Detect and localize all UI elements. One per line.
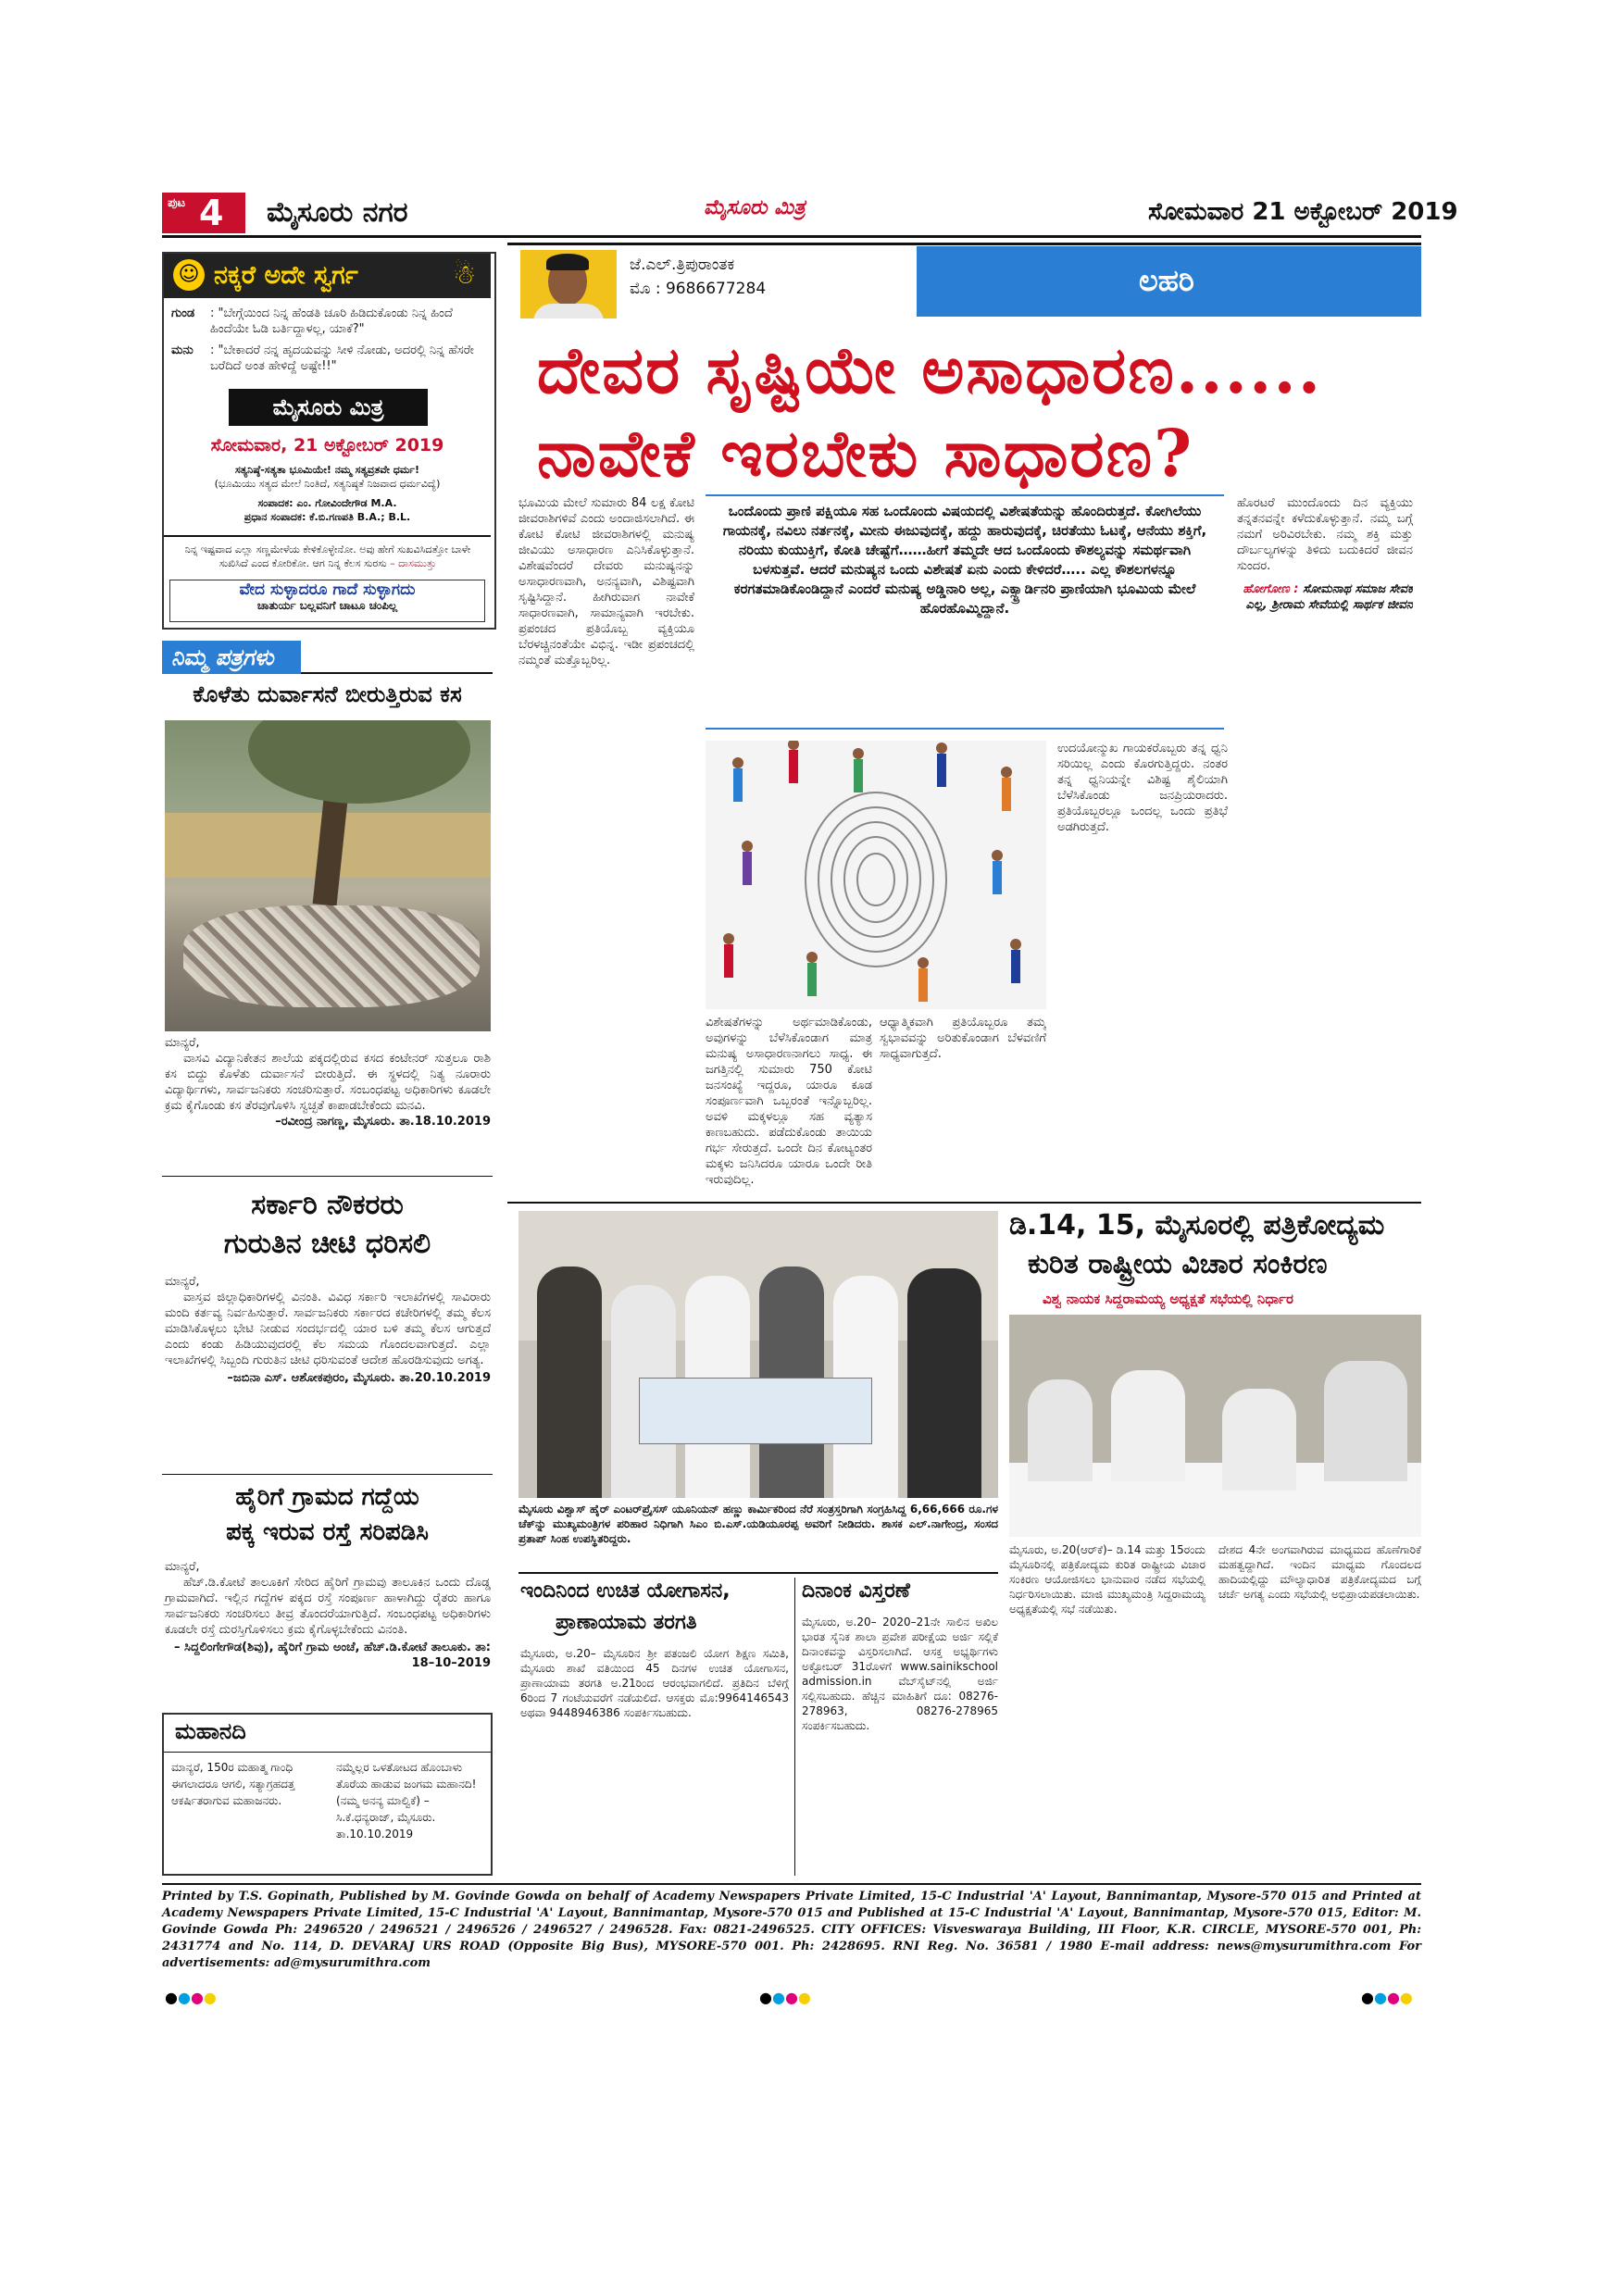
deadline-divider [794,1578,795,1876]
seminar-body-b: ದೇಶದ 4ನೇ ಅಂಗವಾಗಿರುವ ಮಾಧ್ಯಮದ ಹೊಣೆಗಾರಿಕೆ ಮಹತ್ವದ್ದಾಗಿದೆ. ಇಂದಿನ ಮಾಧ್ಯಮ ಗೊಂದಲದ ಹಾದಿಯಲ್ಲಿದ್ದು ಮೌಲ್ಯಾಧಾರಿತ ಪತ್ರಿಕೋದ್ಯಮದ ಬಗ್ಗೆ ಚರ್ಚೆ ಅಗತ್ಯ ಎಂದು ಸಭೆಯಲ್ಲಿ ಅಭಿಪ್ರಾಯಪಡಲಾಯಿತು. [1218,1543,1421,1601]
letters-banner-rule [301,672,493,674]
letter-3-title-1: ಹೈರಿಗೆ ಗ್ರಾಮದ ಗದ್ದೆಯ [235,1483,419,1511]
mahanadi-rule [164,1752,491,1753]
yoga-headline-1: ಇಂದಿನಿಂದ ಉಚಿತ ಯೋಗಾಸನ, [520,1579,731,1603]
fingerprint-svg [706,741,1046,1009]
deadline-body: ಮೈಸೂರು, ಅ.20– 2020–21ನೇ ಸಾಲಿನ ಅಖಿಲ ಭಾರತ ಸೈನಿಕ ಶಾಲಾ ಪ್ರವೇಶ ಪರೀಕ್ಷೆಯ ಅರ್ಜಿ ಸಲ್ಲಿಕೆ ದಿನಾಂಕವನ್ನು ವಿಸ್ತರಿಸಲಾಗಿದೆ. ಆಸಕ್ತ ಅಭ್ಯರ್ಥಿಗಳು ಅಕ್ಟೋಬರ್ 31ರೊಳಗೆ www.sainikschool admission.in ವೆಬ್‌ಸೈಟ್‌ನಲ್ಲಿ ಅರ್ಜಿ ಸಲ್ಲಿಸಬಹುದು. ಹೆಚ್ಚಿನ ಮಾಹಿತಿಗೆ ದೂ: 08276-278963, 08276-278965 ಸಂಪರ್ಕಿಸಬಹುದು. [802,1616,998,1732]
registration-dots-center: ●●●● [759,1989,811,2006]
letter-divider-1 [162,1176,493,1177]
attendee-2 [1111,1370,1185,1481]
person-1 [537,1267,602,1498]
yoga-headline-2: ಪ್ರಾಣಾಯಾಮ ತರಗತಿ [556,1611,697,1634]
fingerprint-illustration [706,741,1046,1009]
body-col-c [1237,495,1413,1190]
attendee-4 [1324,1361,1407,1481]
seminar-photo [1009,1315,1421,1537]
intro-column [518,495,694,1190]
quote-body: ನಿನ್ನ ಇಷ್ಟವಾದ ಎಲ್ಲಾ ಸಣ್ಣಮೇಳೆಯ ಕೇಳಿಕೊಳ್ಳೇನೋ. ಅವು ಹೇಗೆ ಸುಖವಿಸಿದತ್ತೋ ಬಾಳೇ ಸುಖಿಸಿದೆ ಎಂದ ಕೋರಿಕೋ. ಆಗ ನಿನ್ನ ಕೆಲಸ ಸುರಸು [184,543,471,569]
masthead-small: ಮೈಸೂರು ಮಿತ್ರ [704,196,806,219]
letter-2-greeting: ಮಾನ್ಯರೆ, [165,1275,200,1289]
mahanadi-right: ನಮ್ಮೆಲ್ಲರ ಒಳತೋಟದ ಹೊಂಬಾಳು ತೊರೆಯ ಹಾಡುವ ಜಂಗಮ ಮಹಾನದಿ! (ನಮ್ಮ ಅನನ್ಯ ಮಾಲ್ವಿಕೆ) –ಸಿ.ಕೆ.ಧನ್ಯರಾಜ್, ಮೈಸೂರು. ತಾ.10.10.2019 [336,1761,477,1841]
masthead-date: ಸೋಮವಾರ, 21 ಅಕ್ಟೋಬರ್ 2019 [210,435,444,455]
image-below-text-b [880,1015,1046,1191]
headline-line-1: ದೇವರ ಸೃಷ್ಟಿಯೇ ಅಸಾಧಾರಣ...... [537,331,1323,408]
mahanadi-left: ಮಾನ್ಯರೆ, 150ರ ಮಹಾತ್ಮ ಗಾಂಧಿ ಈಗಲಾದರೂ ಆಗಲಿ, ಸತ್ಯಾಗ್ರಹದತ್ತ ಆಕರ್ಷಿತರಾಗುವ ಮಹಾಜನರು. [171,1761,295,1807]
cheque-photo [518,1211,998,1498]
letter-2-title-1: ಸರ್ಕಾರಿ ನೌಕರರು [251,1189,404,1221]
masthead-editor: ಸಂಪಾದಕ: ಎಂ. ಗೋವಿಂದೇಗೌಡ M.A. [257,497,397,509]
author-hair [546,254,589,270]
column-tag-box [917,246,1421,317]
letter-3-title-2: ಪಕ್ಕ ಇರುವ ರಸ್ತೆ ಸರಿಪಡಿಸಿ [226,1518,429,1546]
letter-1-signature: –ರವೀಂದ್ರ ನಾಗಣ್ಣ, ಮೈಸೂರು. ತಾ.18.10.2019 [275,1115,491,1129]
header-date: ಸೋಮವಾರ 21 ಅಕ್ಟೋಬರ್ 2019 [1148,198,1458,226]
author-photo [520,250,617,318]
mahanadi-box [162,1713,493,1876]
signoff [1237,581,1413,613]
body-b-text: ಉದಯೋನ್ಮುಖ ಗಾಯಕರೊಬ್ಬರು ತನ್ನ ಧ್ವನಿ ಸರಿಯಿಲ್ಲ ಎಂದು ಕೊರಗುತ್ತಿದ್ದರು. ನಂತರ ತನ್ನ ಧ್ವನಿಯನ್ನೇ ವಿಶಿಷ್ಟ ಶೈಲಿಯಾಗಿ ಬೆಳೆಸಿಕೊಂಡು ಜನಪ್ರಿಯರಾದರು. ಪ್ರತಿಯೊಬ್ಬರಲ್ಲೂ ಒಂದಲ್ಲ ಒಂದು ಪ್ರತಿಭೆ ಅಡಗಿರುತ್ತದೆ. [1057,742,1228,834]
letter-1-text: ವಾಸವಿ ವಿದ್ಯಾನಿಕೇತನ ಶಾಲೆಯ ಪಕ್ಕದಲ್ಲಿರುವ ಕಸದ ಕಂಟೇನರ್ ಸುತ್ತಲೂ ರಾಶಿ ಕಸ ಬಿದ್ದು ಕೊಳೆತು ದುರ್ವಾಸನೆ ಬೀರುತ್ತಿದೆ. ಈ ಸ್ಥಳದಲ್ಲಿ ನಿತ್ಯ ನೂರಾರು ವಿದ್ಯಾರ್ಥಿಗಳು, ಸಾರ್ವಜನಿಕರು ಸಂಚರಿಸುತ್ತಾರೆ. ಸಂಬಂಧಪಟ್ಟ ಅಧಿಕಾರಿಗಳು ಕೂಡಲೇ ಕ್ರಮ ಕೈಗೊಂಡು ಕಸ ತೆರವುಗೊಳಿಸಿ ಸ್ವಚ್ಛತೆ ಕಾಪಾಡಬೇಕೆಂದು ಮನವಿ. [165,1052,491,1113]
laughing-face-icon: ☺ [173,259,205,291]
people-figures [723,741,1021,1002]
letters-banner [162,641,301,674]
yoga-body: ಮೈಸೂರು, ಅ.20– ಮೈಸೂರಿನ ಶ್ರೀ ಪತಂಜಲಿ ಯೋಗ ಶಿಕ್ಷಣ ಸಮಿತಿ, ಮೈಸೂರು ಶಾಖೆ ವತಿಯಿಂದ 45 ದಿನಗಳ ಉಚಿತ ಯೋಗಾಸನ, ಪ್ರಾಣಾಯಾಮ ತರಗತಿ ಅ.21ರಿಂದ ಆರಂಭವಾಗಲಿದೆ. ಪ್ರತಿದಿನ ಬೆಳಿಗ್ಗೆ 6ರಿಂದ 7 ಗಂಟೆಯವರೆಗೆ ನಡೆಯಲಿದೆ. ಆಸಕ್ತರು ಮೊ:9964146543 ಅಥವಾ 9448946386 ಸಂಪರ್ಕಿಸಬಹುದು. [520,1647,789,1719]
page-number-box [162,193,245,233]
attendee-1 [1028,1379,1093,1481]
joke-title: ನಕ್ಕರೆ ಅದೇ ಸ್ವರ್ಗ [214,261,358,290]
quote-author: – ದಾಸಮುತ್ತು [390,557,437,569]
seminar-body-a: ಮೈಸೂರು, ಅ.20(ಆರ್‌ಕೆ)– ಡಿ.14 ಮತ್ತು 15ರಂದು ಮೈಸೂರಿನಲ್ಲಿ ಪತ್ರಿಕೋದ್ಯಮ ಕುರಿತ ರಾಷ್ಟ್ರೀಯ ವಿಚಾರ ಸಂಕಿರಣ ಆಯೋಜಿಸಲು ಭಾನುವಾರ ನಡೆದ ಸಭೆಯಲ್ಲಿ ನಿರ್ಧರಿಸಲಾಯಿತು. ಮಾಜಿ ಮುಖ್ಯಮಂತ್ರಿ ಸಿದ್ದರಾಮಯ್ಯ ಅಧ್ಯಕ್ಷತೆಯಲ್ಲಿ ಸಭೆ ನಡೆಯಿತು. [1009,1543,1206,1616]
registration-dots-right: ●●●● [1361,1989,1413,2006]
letter-2-body [165,1274,491,1386]
masthead-logo: ಮೈಸೂರು ಮಿತ್ರ [272,394,384,420]
section-title: ಮೈಸೂರು ನಗರ [267,196,408,229]
body-a-text: ವಿಶೇಷತೆಗಳನ್ನು ಅರ್ಥಮಾಡಿಕೊಂಡು, ಅವುಗಳನ್ನು ಬೆಳೆಸಿಕೊಂಡಾಗ ಮಾತ್ರ ಮನುಷ್ಯ ಅಸಾಧಾರಣನಾಗಲು ಸಾಧ್ಯ. ಈ ಜಗತ್ತಿನಲ್ಲಿ ಸುಮಾರು 750 ಕೋಟಿ ಜನಸಂಖ್ಯೆ ಇದ್ದರೂ, ಯಾರೂ ಕೂಡ ಸಂಪೂರ್ಣವಾಗಿ ಒಬ್ಬರಂತೆ ಇನ್ನೊಬ್ಬರಿಲ್ಲ. ಅವಳಿ ಮಕ್ಕಳಲ್ಲೂ ಸಹ ವ್ಯತ್ಯಾಸ ಕಾಣಬಹುದು. [706,1016,872,1140]
photo-caption: ಮೈಸೂರು ವಿಶ್ವಾಸ್ ಹೈರ್ ಎಂಟರ್‌ಪ್ರೈಸಸ್ ಯೂನಿಯನ್ ಹಣ್ಣು ಕಾರ್ಮಿಕರಿಂದ ನೆರೆ ಸಂತ್ರಸ್ತರಿಗಾಗಿ ಸಂಗ್ರಹಿಸಿದ್ದ 6,66,666 ರೂ.ಗಳ ಚೆಕ್‌ನ್ನು ಮುಖ್ಯಮಂತ್ರಿಗಳ ಪರಿಹಾರ ನಿಧಿಗಾಗಿ ಸಿಎಂ ಬಿ.ಎಸ್.ಯಡಿಯೂರಪ್ಪ ಅವರಿಗೆ ನೀಡಿದರು. ಶಾಸಕ ಎಲ್.ನಾಗೇಂದ್ರ, ಸಂಸದ ಪ್ರತಾಪ್ ಸಿಂಹ ಉಪಸ್ಥಿತರಿದ್ದರು. [518,1503,998,1545]
author-name: ಜೆ.ಎಲ್.ತ್ರಿಪುರಾಂತಕ [630,256,735,274]
column-tag: ಲಹರಿ [1139,263,1194,298]
joke-line-1: : "ಬೇಗ್ಗೆಯಿಂದ ನಿನ್ನ ಹೆಂಡತಿ ಚೂರಿ ಹಿಡಿದುಕೊಂಡು ನಿನ್ನ ಹಿಂದೆ ಹಿಂದೆಯೇ ಓಡಿ ಬರ್ತಿದ್ದಾಳಲ್ಲ, ಯಾಕೆ?" [210,306,453,336]
imprint-text: Printed by T.S. Gopinath, Published by M. Govinde Gowda on behalf of Academy Newspapers Private Limited, 15-C Industrial 'A' Layout, Bannimantap, Mysore-570 015 and Printed at Academy Newspapers Private Limited, 15-C Industrial 'A' Layout, Bannimantap, Mysore-570 015 and Published at 15-C Industrial 'A' Layout, Bannimantap, Mysore-570 015, Editor: M. Govinde Gowda Ph: 2496520 / 2496521 / 2496526 / 2496527 / 2496528. Fax: 0821-2496525. CITY OFFICES: Visveswaraya Building, III Floor, K.R. CIRCLE, MYSORE-570 001, Ph: 2431774 and No. 114, D. DEVARAJ URS ROAD (Opposite Big Bus), MYSORE-570 001. Ph: 2428695. RNI Reg. No. 36581 / 1980 E-mail address: news@mysurumithra.com For advertisements: ad@mysurumithra.com [162,1890,1421,1970]
quote-text [171,543,484,570]
letter-1-title: ಕೊಳೆತು ದುರ್ವಾಸನೆ ಬೀರುತ್ತಿರುವ ಕಸ [193,681,462,707]
yoga-top-rule [518,1572,998,1574]
page-label: ಪುಟ [168,196,186,210]
signoff-text: ಸೋಮನಾಥ ಸಮಾಜ ಸೇವಕ ಎಲ್ಲ, ಶ್ರೀರಾಮ ಸೇವೆಯಲ್ಲಿ ಸಾರ್ಥಕ ಜೀವನ [1245,582,1413,612]
letter-2-text: ವಾಸ್ತವ ಜಿಲ್ಲಾಧಿಕಾರಿಗಳಲ್ಲಿ ವಿನಂತಿ. ವಿವಿಧ ಸರ್ಕಾರಿ ಇಲಾಖೆಗಳಲ್ಲಿ ಸಾವಿರಾರು ಮಂದಿ ಕರ್ತವ್ಯ ನಿರ್ವಹಿಸುತ್ತಾರೆ. ಸಾರ್ವಜನಿಕರು ಸರ್ಕಾರದ ಕಚೇರಿಗಳಲ್ಲಿ ತಮ್ಮ ಕೆಲಸ ಮಾಡಿಸಿಕೊಳ್ಳಲು ಭೇಟಿ ನೀಡುವ ಸಂದರ್ಭದಲ್ಲಿ ಯಾರ ಬಳಿ ತಮ್ಮ ಕೆಲಸ ಆಗುತ್ತದೆ ಎಂದು ಕಂಡು ಹಿಡಿಯುವುದರಲ್ಲಿ ಕೆಲ ಸಮಯ ಗೊಂದಲವಾಗುತ್ತದೆ. ಎಲ್ಲಾ ಇಲಾಖೆಗಳಲ್ಲಿ ಸಿಬ್ಬಂದಿ ಗುರುತಿನ ಚೀಟಿ ಧರಿಸುವಂತೆ ಆದೇಶ ಹೊರಡಿಸುವುದು ಅಗತ್ಯ. [165,1291,491,1367]
letter-divider-2 [162,1474,493,1475]
person-6 [907,1268,981,1498]
cheque [639,1378,872,1444]
joke-speaker-2: ಮನು [171,343,194,357]
registration-dots-left: ●●●● [165,1989,217,2006]
letter-1-greeting: ಮಾನ್ಯರೆ, [165,1036,200,1050]
attendee-3 [1222,1389,1296,1491]
masthead-divider [164,535,491,537]
column-bottom-rule [507,1202,1421,1204]
letter-2-signature: –ಜಬಿನಾ ಎಸ್. ಆಶೋಕಪುರಂ, ಮೈಸೂರು. ತಾ.20.10.2019 [227,1371,491,1385]
seminar-headline-2: ಕುರಿತ ರಾಷ್ಟ್ರೀಯ ವಿಚಾರ ಸಂಕಿರಣ [1028,1248,1328,1280]
garbage-photo [165,720,491,1031]
body-col-b [1057,741,1228,1190]
letter-2-title-2: ಗುರುತಿನ ಚೀಟಿ ಧರಿಸಲಿ [223,1228,431,1260]
letter-3-body [165,1559,491,1671]
imprint-rule [162,1883,1421,1885]
letter-3-greeting: ಮಾನ್ಯರೆ, [165,1560,200,1574]
mahanadi-title: ಮಹಾನದಿ [175,1718,246,1744]
masthead-motto-2: (ಭೂಮಿಯು ಸತ್ಯದ ಮೇಲೆ ನಿಂತಿದೆ, ಸತ್ಯನಿಷ್ಠತೆ ನಿಜವಾದ ಧರ್ಮವಿದ್ಯೆ) [214,478,441,490]
masthead-motto-1: ಸತ್ಯನಿಷ್ಠೆ-ಸತ್ಯತಾ ಭೂಮಿಯೇ! ನಮ್ಮ ಸತ್ಯವ್ರತವೇ ಧರ್ಮ! [234,464,420,476]
tree-canopy [248,720,470,804]
joke-speaker-1: ಗುಂಡ [171,306,195,320]
pullquote-box [706,494,1224,730]
image-text-b: ಆಧ್ಯಾತ್ಮಿಕವಾಗಿ ಪ್ರತಿಯೊಬ್ಬರೂ ತಮ್ಮ ಸ್ವಭಾವವನ್ನು ಅರಿತುಕೊಂಡಾಗ ಬೆಳವಣಿಗೆ ಸಾಧ್ಯವಾಗುತ್ತದೆ. [880,1016,1046,1061]
proverb: ವೇದ ಸುಳ್ಳಾದರೂ ಗಾದೆ ಸುಳ್ಳಾಗದು [239,580,416,599]
garbage-pile [183,905,480,1007]
signoff-label: ಹೋಗೋಣ : [1243,582,1299,596]
body-c-text: ಹೊರಟರೆ ಮುಂದೊಂದು ದಿನ ವ್ಯಕ್ತಿಯು ತನ್ನತನವನ್ನೇ ಕಳೆದುಕೊಳ್ಳುತ್ತಾನೆ. ನಮ್ಮ ಬಗ್ಗೆ ನಮಗೆ ಅರಿವಿರಬೇಕು. ನಮ್ಮ ಶಕ್ತಿ ಮತ್ತು ದೌರ್ಬಲ್ಯಗಳನ್ನು ತಿಳಿದು ಬದುಕಿದರೆ ಜೀವನ ಸುಂದರ. [1237,496,1413,573]
proverb-sub: ಚಾತುರ್ಯ ಬಲ್ಲವನಿಗೆ ಚಾಟೂ ಚಂಪಿಲ್ಲ [256,599,398,612]
letter-3-signature: – ಸಿದ್ದಲಿಂಗೇಗೌಡ(ಶಿವು), ಹೈರಿಗೆ ಗ್ರಾಮ ಅಂಚೆ, ಹೆಚ್.ಡಿ.ಕೋಟೆ ತಾಲೂಕು. ತಾ: 18–10–2019 [174,1641,491,1670]
deadline-headline: ದಿನಾಂಕ ವಿಸ್ತರಣೆ [802,1579,910,1603]
letter-3-text: ಹೆಚ್.ಡಿ.ಕೋಟೆ ತಾಲೂಕಿಗೆ ಸೇರಿದ ಹೈರಿಗೆ ಗ್ರಾಮವು ತಾಲೂಕಿನ ಒಂದು ದೊಡ್ಡ ಗ್ರಾಮವಾಗಿದೆ. ಇಲ್ಲಿನ ಗದ್ದೆಗಳ ಪಕ್ಕದ ರಸ್ತೆ ಸಂಪೂರ್ಣ ಹಾಳಾಗಿದ್ದು ರೈತರು ಹಾಗೂ ಸಾರ್ವಜನಿಕರು ಸಂಚರಿಸಲು ತೀವ್ರ ತೊಂದರೆಯಾಗುತ್ತಿದೆ. ಸಂಬಂಧಪಟ್ಟ ಅಧಿಕಾರಿಗಳು ಕೂಡಲೇ ರಸ್ತೆ ದುರಸ್ತಿಗೊಳಿಸಲು ಕ್ರಮ ಕೈಗೊಳ್ಳಬೇಕೆಂದು ವಿನಂತಿ. [165,1576,491,1637]
proverb-box [169,580,485,622]
author-phone: ಮೊ : 9686677284 [630,280,767,298]
headline-line-2: ನಾವೇಕೆ ಇರಬೇಕು ಸಾಧಾರಣ? [537,415,1194,492]
header-rule [162,235,1421,238]
seminar-headline-1: ಡಿ.14, 15, ಮೈಸೂರಲ್ಲಿ ಪತ್ರಿಕೋದ್ಯಮ [1009,1209,1385,1242]
seminar-subhead: ವಿಶ್ವ ನಾಯಕ ಸಿದ್ದರಾಮಯ್ಯ ಅಧ್ಯಕ್ಷತೆ ಸಭೆಯಲ್ಲಿ ನಿರ್ಧಾರ [1043,1291,1293,1307]
joke-line-2: : "ಬೇಕಾದರೆ ನನ್ನ ಹೃದಯವನ್ನು ಸೀಳಿ ನೋಡು, ಅದರಲ್ಲಿ ನಿನ್ನ ಹೆಸರೇ ಬರೆದಿದೆ ಅಂತ ಹೇಳಿದ್ದೆ ಅಷ್ಟೇ!!" [210,343,474,373]
letter-1-body [165,1035,491,1129]
fingerprint-icon [806,792,946,967]
intro-text: ಭೂಮಿಯ ಮೇಲೆ ಸುಮಾರು 84 ಲಕ್ಷ ಕೋಟಿ ಜೀವರಾಶಿಗಳಿವೆ ಎಂದು ಅಂದಾಜಿಸಲಾಗಿದೆ. ಈ ಕೋಟಿ ಕೋಟಿ ಜೀವರಾಶಿಗಳಲ್ಲಿ ಮನುಷ್ಯ ಜೀವಿಯು ಅಸಾಧಾರಣ ಎನಿಸಿಕೊಳ್ಳುತ್ತಾನೆ. ವಿಶೇಷವೆಂದರೆ ದೇವರು ಮನುಷ್ಯನನ್ನು ಅಸಾಧಾರಣವಾಗಿ, ಅನನ್ಯವಾಗಿ, ವಿಶಿಷ್ಟವಾಗಿ ಸೃಷ್ಟಿಸಿದ್ದಾನೆ. ಹೀಗಿರುವಾಗ ನಾವೇಕೆ ಸಾಧಾರಣವಾಗಿ, ಸಾಮಾನ್ಯವಾಗಿ ಇರಬೇಕು. ಪ್ರಪಂಚದ ಪ್ರತಿಯೊಬ್ಬ ವ್ಯಕ್ತಿಯೂ ಬೆರಳಚ್ಚಿನಂತೆಯೇ ವಿಭಿನ್ನ. ಇಡೀ ಪ್ರಪಂಚದಲ್ಲಿ ನಮ್ಮಂತೆ ಮತ್ತೊಬ್ಬರಿಲ್ಲ. [518,496,694,668]
author-shirt [533,304,604,318]
joke-box [162,252,496,630]
pullquote-text: ಒಂದೊಂದು ಪ್ರಾಣಿ ಪಕ್ಷಿಯೂ ಸಹ ಒಂದೊಂದು ವಿಷಯದಲ್ಲಿ ವಿಶೇಷತೆಯನ್ನು ಹೊಂದಿರುತ್ತದೆ. ಕೋಗಿಲೆಯು ಗಾಯನಕ್ಕೆ, ನವಿಲು ನರ್ತನಕ್ಕೆ, ಮೀನು ಈಜುವುದಕ್ಕೆ, ಹದ್ದು ಹಾರುವುದಕ್ಕೆ, ಚಿರತೆಯು ಓಟಕ್ಕೆ, ಆನೆಯು ಶಕ್ತಿಗೆ, ನರಿಯು ಕುಯುಕ್ತಿಗೆ, ಕೋತಿ ಚೇಷ್ಟೆಗೆ……ಹೀಗೆ ತಮ್ಮದೇ ಆದ ಒಂದೊಂದು ಕೌಶಲ್ಯವನ್ನು ಸಮರ್ಥವಾಗಿ ಬಳಸುತ್ತವೆ. ಆದರೆ ಮನುಷ್ಯನ ಒಂದು ವಿಶೇಷತೆ ಏನು ಎಂದು ಕೇಳಿದರೆ….. ಎಲ್ಲ ಕೌಶಲಗಳನ್ನೂ ಕರಗತಮಾಡಿಕೊಂಡಿದ್ದಾನೆ ಎಂದರೆ ಮನುಷ್ಯ ಅಡ್ಡಿನಾರಿ ಅಲ್ಲ, ಎಕ್ಸ್ಟ್ರಾರ್ಡಿನರಿ ಪ್ರಾಣಿಯಾಗಿ ಭೂಮಿಯ ಮೇಲೆ ಹೊರಹೊಮ್ಮಿದ್ದಾನೆ. [722,503,1207,617]
joke-title-bar [164,254,491,298]
masthead-chief-editor: ಪ್ರಧಾನ ಸಂಪಾದಕ: ಕೆ.ಬಿ.ಗಣಪತಿ B.A.; B.L. [244,511,411,523]
image-below-text-a [706,1015,872,1191]
image-text-a: ಪಡೆದುಕೊಂಡು ತಾಯಿಯ ಗರ್ಭ ಸೇರುತ್ತದೆ. ಒಂದೇ ದಿನ ಕೋಟ್ಯಂತರ ಮಕ್ಕಳು ಜನಿಸಿದರೂ ಯಾರೂ ಒಂದೇ ರೀತಿ ಇರುವುದಿಲ್ಲ. [706,1126,872,1187]
letters-banner-label: ನಿಮ್ಮ ಪತ್ರಗಳು [171,644,274,670]
masthead-logo-box [229,389,428,426]
page-number: 4 [199,193,224,233]
dancing-figure-icon: ☃ [453,259,477,290]
